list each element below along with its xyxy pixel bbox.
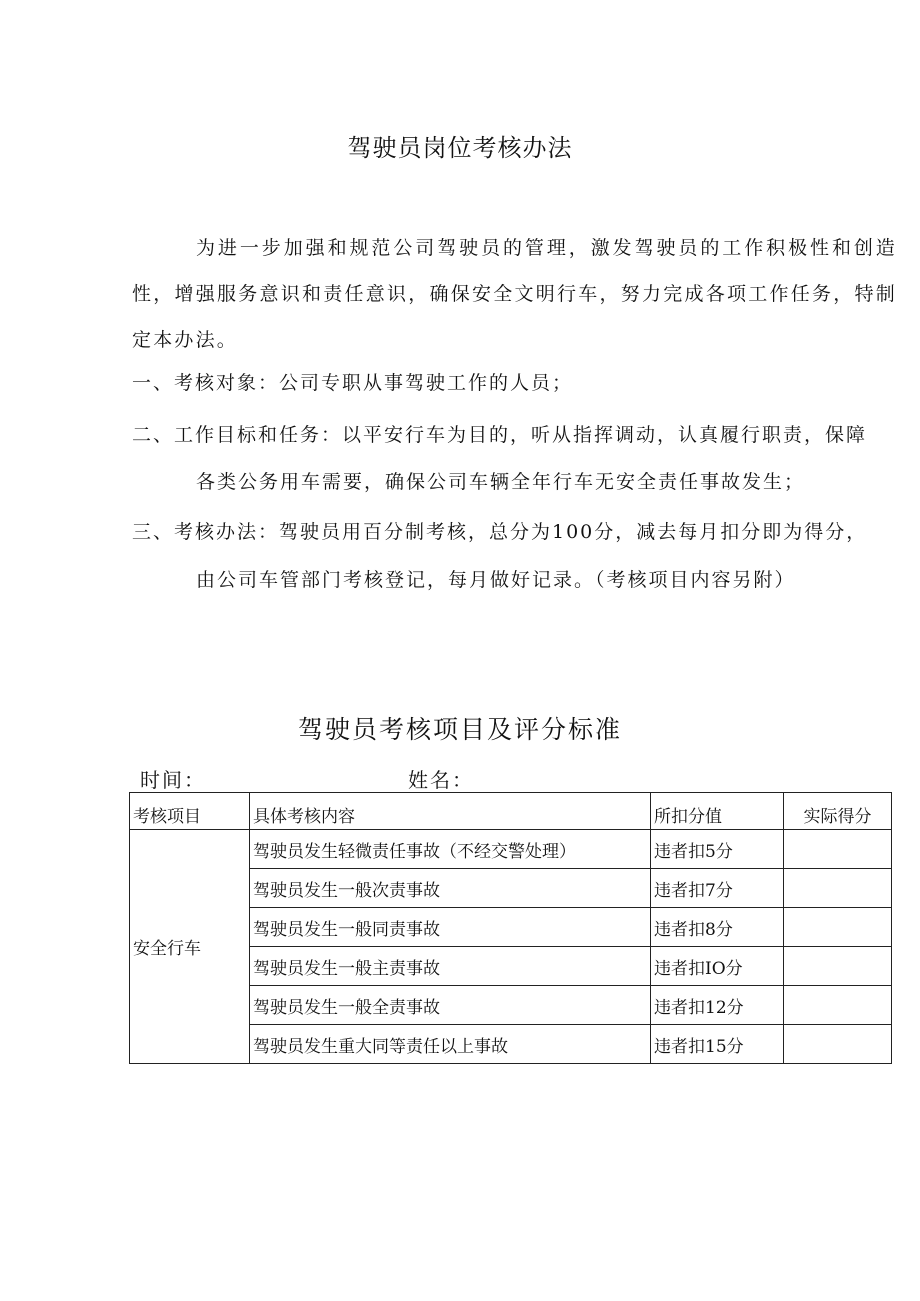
score-table xyxy=(129,792,892,1064)
item-1: 一、考核对象：公司专职从事驾驶工作的人员； xyxy=(132,372,574,394)
actual-score-cell[interactable] xyxy=(784,908,892,947)
category-cell: 安全行车 xyxy=(130,830,250,1064)
actual-score-cell[interactable] xyxy=(784,830,892,869)
actual-score-cell[interactable] xyxy=(784,947,892,986)
actual-score-cell[interactable] xyxy=(784,986,892,1025)
item-2-line2: 各类公务用车需要，确保公司车辆全年行车无安全责任事故发生； xyxy=(196,471,806,493)
actual-score-cell[interactable] xyxy=(784,1025,892,1064)
deduction-cell: 违者扣IO分 xyxy=(651,947,784,986)
intro-paragraph: 为进一步加强和规范公司驾驶员的管理，激发驾驶员的工作积极性和创造性，增强服务意识和责任意识，确保安全文明行车，努力完成各项工作任务，特制定本办法。 xyxy=(132,237,897,351)
content-cell: 驾驶员发生轻微责任事故（不经交警处理） xyxy=(250,830,651,869)
time-label: 时间： xyxy=(140,768,206,792)
form-title: 驾驶员考核项目及评分标准 xyxy=(297,715,622,744)
deduction-cell: 违者扣7分 xyxy=(651,869,784,908)
name-label: 姓名： xyxy=(408,768,474,792)
table-row xyxy=(130,830,892,869)
deduction-cell: 违者扣8分 xyxy=(651,908,784,947)
table-header-row xyxy=(130,793,892,830)
header-deduction: 所扣分值 xyxy=(651,793,784,830)
item-3-line1: 三、考核办法：驾驶员用百分制考核，总分为100分，减去每月扣分即为得分， xyxy=(132,521,868,543)
content-cell: 驾驶员发生一般同责事故 xyxy=(250,908,651,947)
deduction-cell: 违者扣5分 xyxy=(651,830,784,869)
deduction-cell: 违者扣12分 xyxy=(651,986,784,1025)
header-content: 具体考核内容 xyxy=(250,793,651,830)
content-cell: 驾驶员发生一般全责事故 xyxy=(250,986,651,1025)
deduction-cell: 违者扣15分 xyxy=(651,1025,784,1064)
actual-score-cell[interactable] xyxy=(784,869,892,908)
item-3-line2: 由公司车管部门考核登记，每月做好记录。（考核项目内容另附） xyxy=(196,569,796,591)
content-cell: 驾驶员发生一般次责事故 xyxy=(250,869,651,908)
header-category: 考核项目 xyxy=(130,793,250,830)
document-title: 驾驶员岗位考核办法 xyxy=(347,134,573,162)
item-2-line1: 二、工作目标和任务：以平安行车为目的，听从指挥调动，认真履行职责，保障 xyxy=(132,424,868,446)
content-cell: 驾驶员发生重大同等责任以上事故 xyxy=(250,1025,651,1064)
content-cell: 驾驶员发生一般主责事故 xyxy=(250,947,651,986)
header-actual: 实际得分 xyxy=(784,793,892,830)
